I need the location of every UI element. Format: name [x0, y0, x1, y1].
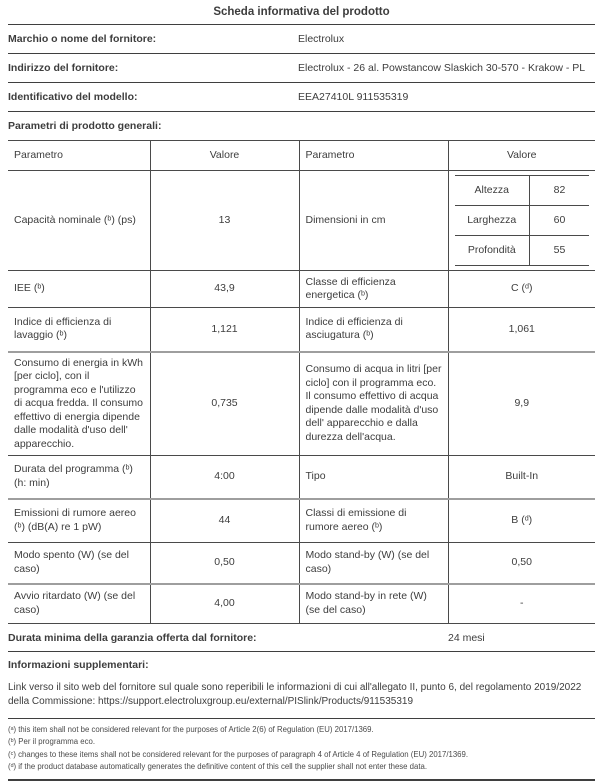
footnote-a: (ᵃ) this item shall not be considered relevant for the purposes of Article 2(6) of Regulation (EU) 2017/1369.	[8, 725, 374, 734]
param-value: C (ᵈ)	[448, 271, 595, 308]
table-row-eei	[8, 271, 595, 308]
dimension-label: Larghezza	[455, 206, 530, 236]
model-identifier-row	[8, 83, 595, 112]
table-row-duration	[8, 456, 595, 499]
dimension-row-height	[455, 176, 590, 206]
param-label: IEE (ᵇ)	[8, 271, 150, 308]
param-label: Indice di efficienza di asciugatura (ᵇ)	[299, 308, 448, 352]
param-value: 4,00	[150, 584, 299, 624]
footnote-b: (ᵇ) Per il programma eco.	[8, 737, 95, 747]
param-label: Classe di efficienza energetica (ᵇ)	[299, 271, 448, 308]
model-identifier-value: EEA27410L 911535319	[298, 91, 409, 103]
dimension-value: 82	[530, 176, 590, 206]
supplier-address-label: Indirizzo del fornitore:	[8, 62, 119, 74]
param-label: Modo spento (W) (se del caso)	[8, 543, 150, 584]
param-value: Built-In	[448, 456, 595, 499]
dimension-row-width	[455, 206, 590, 236]
table-row-capacity	[8, 171, 595, 271]
param-label: Modo stand-by in rete (W) (se del caso)	[299, 584, 448, 624]
param-label: Tipo	[299, 456, 448, 499]
column-header-valore-2: Valore	[448, 141, 595, 171]
footnote-c: (ᶜ) changes to these items shall not be considered relevant for the purposes of paragraph 4 of Article 4 of Regulation (EU) 2017/1369.	[8, 749, 469, 759]
param-value: 0,735	[150, 352, 299, 456]
supplier-brand-value: Electrolux	[298, 33, 345, 45]
dimension-value: 60	[530, 206, 590, 236]
general-parameters-heading: Parametri di prodotto generali:	[8, 120, 162, 132]
param-label: Dimensioni in cm	[299, 171, 448, 271]
param-value: 43,9	[150, 271, 299, 308]
footnote-d: (ᵈ) if the product database automatically generates the definitive content of this cell the supplier shall not enter these data.	[8, 761, 428, 771]
guarantee-value: 24 mesi	[448, 631, 485, 644]
param-label: Consumo di acqua in litri [per ciclo] con il programma eco. Il consumo effettivo di acqua dipende dalle modalità d'uso dell' apparecchio e dalla durezza dell'acqua.	[299, 352, 448, 456]
table-row-delayed-start	[8, 584, 595, 624]
param-value: 1,121	[150, 308, 299, 352]
supplementary-info-heading: Informazioni supplementari:	[8, 659, 149, 671]
param-value: 1,061	[448, 308, 595, 352]
dimension-value: 55	[530, 236, 590, 266]
dimension-label: Profondità	[455, 236, 530, 266]
table-header-row	[8, 141, 595, 171]
guarantee-label: Durata minima della garanzia offerta dal fornitore:	[8, 631, 257, 644]
param-value: 0,50	[150, 543, 299, 584]
dimension-label: Altezza	[455, 176, 530, 206]
parameters-table	[8, 140, 595, 624]
param-value: 0,50	[448, 543, 595, 584]
supplier-brand-row	[8, 25, 595, 54]
document-title: Scheda informativa del prodotto	[8, 0, 595, 25]
param-label: Classi di emissione di rumore aereo (ᵇ)	[299, 499, 448, 543]
param-label: Emissioni di rumore aereo (ᵇ) (dB(A) re 1 pW)	[8, 499, 150, 543]
guarantee-row	[8, 624, 595, 652]
param-label: Avvio ritardato (W) (se del caso)	[8, 584, 150, 624]
param-label: Indice di efficienza di lavaggio (ᵇ)	[8, 308, 150, 352]
dimensions-table	[455, 175, 590, 266]
param-value: 4:00	[150, 456, 299, 499]
supplier-address-value: Electrolux - 26 al. Powstancow Slaskich 30-570 - Krakow - PL	[298, 62, 586, 74]
supplier-website-link-text: Link verso il sito web del fornitore sul quale sono reperibili le informazioni di cui all'allegato II, punto 6, del regolamento 2019/2022 della Commissione: https://support.electroluxgroup.eu/external/PISlink/Products/911535319	[8, 678, 595, 719]
column-header-parametro-1: Parametro	[8, 141, 150, 171]
param-label: Modo stand-by (W) (se del caso)	[299, 543, 448, 584]
table-row-consumption	[8, 352, 595, 456]
param-label: Durata del programma (ᵇ) (h: min)	[8, 456, 150, 499]
param-value: -	[448, 584, 595, 624]
table-row-washing-index	[8, 308, 595, 352]
column-header-parametro-2: Parametro	[299, 141, 448, 171]
dimension-row-depth	[455, 236, 590, 266]
param-value: 13	[150, 171, 299, 271]
supplier-brand-label: Marchio o nome del fornitore:	[8, 33, 157, 45]
supplier-address-row	[8, 54, 595, 83]
param-value: 44	[150, 499, 299, 543]
param-value: 9,9	[448, 352, 595, 456]
model-identifier-label: Identificativo del modello:	[8, 91, 138, 103]
table-row-off-mode	[8, 543, 595, 584]
column-header-valore-1: Valore	[150, 141, 299, 171]
param-label: Consumo di energia in kWh [per ciclo], con il programma eco e l'utilizzo di acqua fredda. Il consumo effettivo di energia dipende dalle modalità d'uso dell' apparecchio.	[8, 352, 150, 456]
footnotes	[8, 719, 595, 781]
param-label: Capacità nominale (ᵇ) (ps)	[8, 171, 150, 271]
dimensions-cell	[448, 171, 595, 271]
param-value: B (ᵈ)	[448, 499, 595, 543]
table-row-noise	[8, 499, 595, 543]
